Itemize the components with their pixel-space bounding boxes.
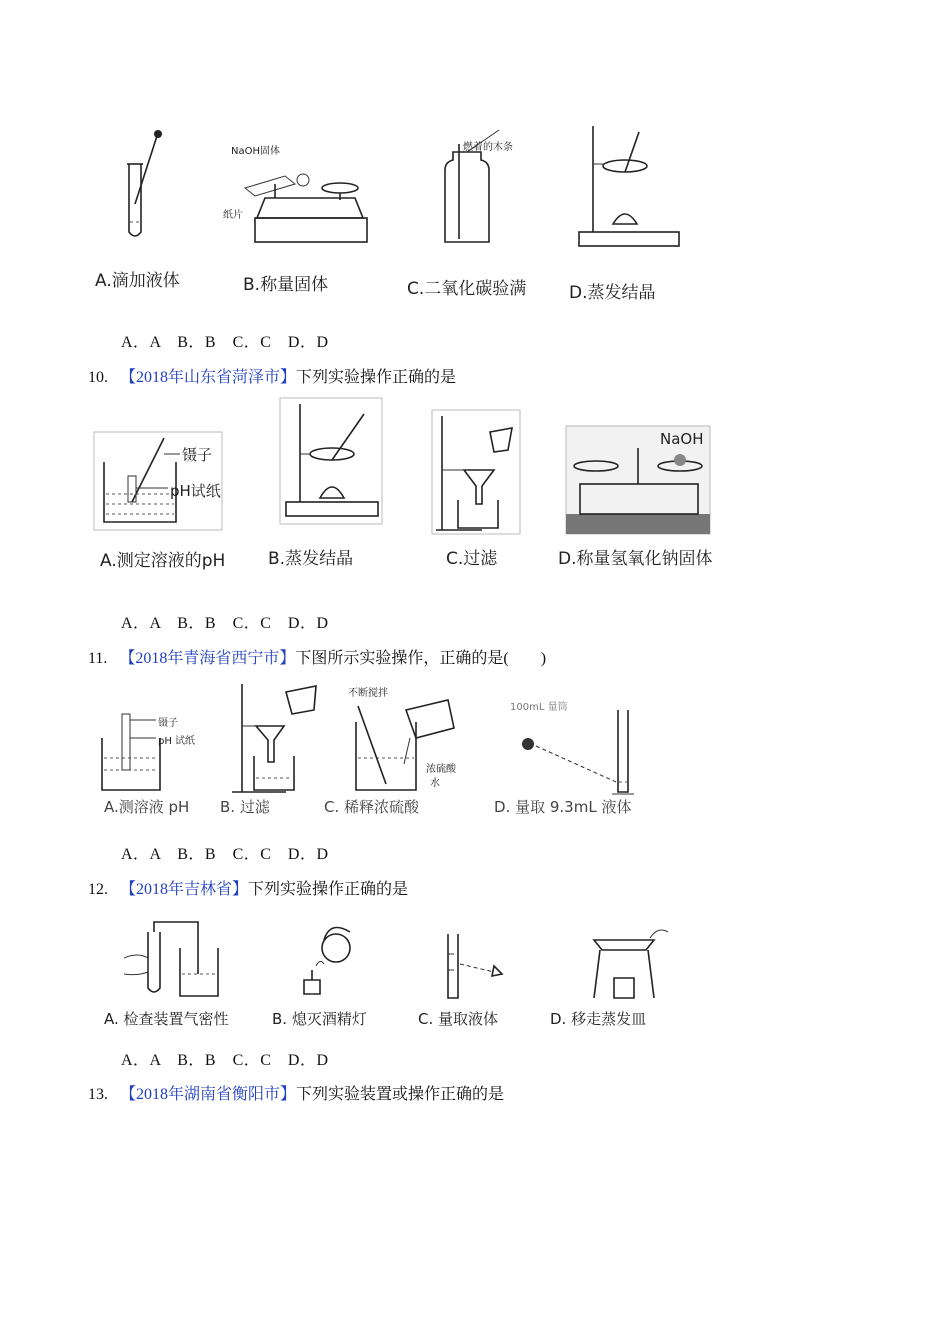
q9-figure bbox=[85, 118, 685, 313]
q9-caption-b: B.称量固体 bbox=[243, 275, 329, 295]
q9-caption-a: A.滴加液体 bbox=[95, 271, 180, 291]
q9-caption-d: D.蒸发结晶 bbox=[569, 283, 656, 303]
q11-label-cylinder: 100mL 量筒 bbox=[510, 702, 568, 713]
q9-label-naoh-solid: NaOH固体 bbox=[231, 146, 280, 157]
q10-source: 【2018年山东省菏泽市】 bbox=[120, 369, 297, 386]
q10-filter-diagram bbox=[432, 410, 522, 536]
q9-options: A．A B．B C．C D．D bbox=[121, 334, 329, 351]
q12-caption-d: D. 移走蒸发皿 bbox=[550, 1010, 647, 1028]
q9-gas-bottle-diagram bbox=[437, 144, 507, 244]
q10-number: 10. bbox=[88, 369, 108, 386]
q12-source: 【2018年吉林省】 bbox=[120, 881, 249, 898]
q10-header bbox=[88, 364, 456, 387]
q10-caption-b: B.蒸发结晶 bbox=[268, 549, 354, 569]
q12-number: 12. bbox=[88, 881, 108, 898]
q9-label-paper: 纸片 bbox=[223, 210, 243, 221]
q13-source: 【2018年湖南省衡阳市】 bbox=[120, 1086, 297, 1103]
q12-options: A．A B．B C．C D．D bbox=[121, 1052, 329, 1069]
q12-stem: 下列实验操作正确的是 bbox=[248, 881, 409, 898]
q11-caption-d: D. 量取 9.3mL 液体 bbox=[494, 798, 632, 816]
q12-measure-diagram bbox=[440, 934, 510, 1004]
q13-stem: 下列实验装置或操作正确的是 bbox=[296, 1086, 505, 1103]
q11-options: A．A B．B C．C D．D bbox=[121, 846, 329, 863]
q10-caption-c: C.过滤 bbox=[446, 549, 498, 569]
q11-figure bbox=[96, 680, 656, 820]
q11-filter-diagram bbox=[226, 682, 326, 794]
q12-caption-b: B. 熄灭酒精灯 bbox=[272, 1010, 367, 1028]
q11-stem: 下图所示实验操作，正确的是( ) bbox=[295, 650, 547, 667]
q10-stem: 下列实验操作正确的是 bbox=[296, 369, 457, 386]
q10-evaporation-diagram bbox=[280, 398, 384, 526]
q9-label-burning-stick: 燃着的木条 bbox=[463, 142, 513, 153]
q9-evaporation-diagram bbox=[575, 124, 685, 249]
q10-caption-d: D.称量氢氧化钠固体 bbox=[558, 549, 713, 569]
q11-cylinder-diagram bbox=[516, 710, 636, 800]
q11-header bbox=[88, 645, 546, 668]
q11-label-water: 水 bbox=[430, 778, 440, 789]
q11-caption-c: C. 稀释浓硫酸 bbox=[324, 798, 420, 816]
q12-header bbox=[88, 876, 408, 899]
q10-options: A．A B．B C．C D．D bbox=[121, 615, 329, 632]
q13-number: 13. bbox=[88, 1086, 108, 1103]
q10-label-tweezers: 镊子 bbox=[182, 446, 213, 464]
q10-label-ph-paper: pH试纸 bbox=[170, 482, 221, 500]
q11-caption-b: B. 过滤 bbox=[220, 798, 270, 816]
q12-extinguish-diagram bbox=[290, 918, 370, 1002]
q9-caption-c: C.二氧化碳验满 bbox=[407, 279, 527, 299]
q11-dilution-diagram bbox=[350, 698, 462, 794]
q12-caption-a: A. 检查装置气密性 bbox=[104, 1010, 229, 1028]
q11-label-conc-acid: 浓硫酸 bbox=[426, 764, 456, 775]
q11-source: 【2018年青海省西宁市】 bbox=[119, 650, 296, 667]
q12-caption-c: C. 量取液体 bbox=[418, 1010, 499, 1028]
q13-header bbox=[88, 1081, 504, 1104]
q9-balance-diagram bbox=[235, 158, 375, 248]
q12-evaporating-dish-diagram bbox=[584, 922, 674, 1002]
q12-airtightness-diagram bbox=[118, 918, 228, 1000]
q11-number: 11. bbox=[88, 650, 108, 667]
q11-label-ph-paper: pH 试纸 bbox=[158, 736, 196, 747]
q11-caption-a: A.测溶液 pH bbox=[104, 798, 190, 816]
q10-caption-a: A.测定溶液的pH bbox=[100, 551, 226, 571]
q10-label-naoh: NaOH bbox=[660, 430, 704, 448]
q10-figure bbox=[90, 396, 720, 576]
q9-dropper-diagram bbox=[115, 124, 175, 244]
q12-figure bbox=[100, 918, 680, 1033]
q11-label-stir: 不断搅拌 bbox=[348, 688, 388, 699]
q11-label-tweezers: 镊子 bbox=[158, 718, 178, 729]
